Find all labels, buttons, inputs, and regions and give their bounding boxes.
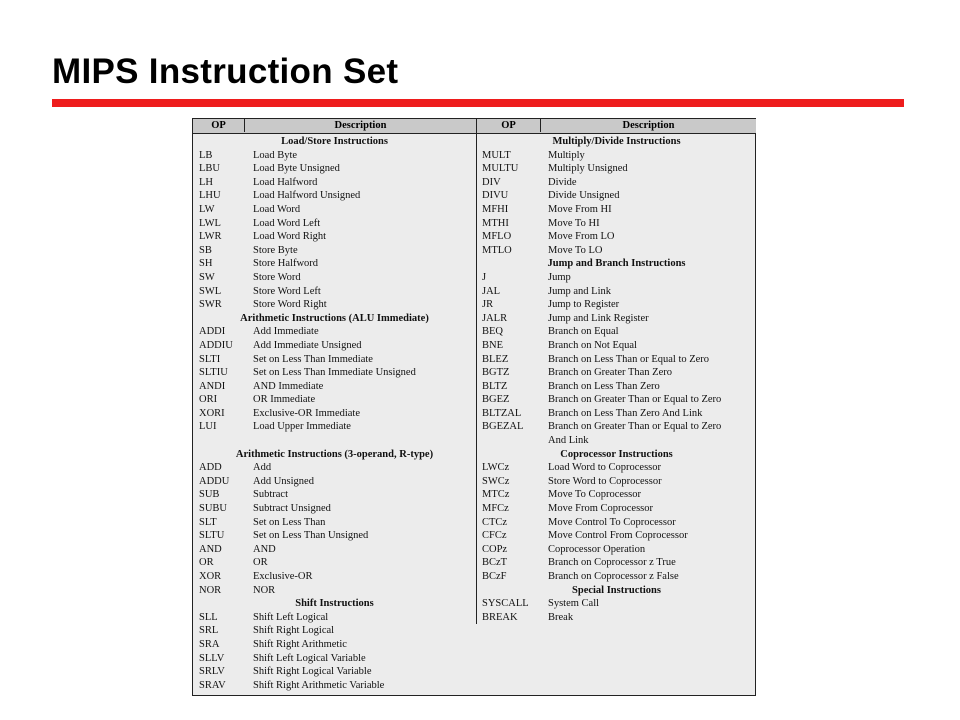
description: Shift Right Logical <box>253 625 335 637</box>
header-op: OP <box>477 119 541 132</box>
opcode: MTHI <box>482 217 509 229</box>
table-row <box>193 475 476 489</box>
description: Load Word to Coprocessor <box>548 462 661 474</box>
table-row <box>477 516 756 530</box>
description: Divide Unsigned <box>548 190 620 202</box>
opcode: ANDI <box>199 380 226 392</box>
opcode: SUB <box>199 489 220 501</box>
opcode: LHU <box>199 190 221 202</box>
description: OR Immediate <box>253 394 316 406</box>
opcode: SRAV <box>199 679 226 691</box>
opcode: SLL <box>199 611 218 623</box>
opcode: SLLV <box>199 652 225 664</box>
section-heading: Shift Instructions <box>295 598 374 610</box>
table-row <box>477 529 756 543</box>
description: Branch on Greater Than or Equal to Zero <box>548 421 722 433</box>
description: Set on Less Than Immediate <box>253 353 373 365</box>
description: Load Word <box>253 203 301 215</box>
description: Jump and Link <box>548 285 611 297</box>
description: Divide <box>548 176 577 188</box>
section-heading: Coprocessor Instructions <box>560 448 673 460</box>
description: Exclusive-OR Immediate <box>253 407 361 419</box>
instruction-table <box>192 118 756 696</box>
description: Branch on Not Equal <box>548 339 637 351</box>
table-row <box>193 203 476 217</box>
table-row <box>193 189 476 203</box>
description: Move Control From Coprocessor <box>548 530 688 542</box>
table-row <box>193 162 476 176</box>
table-row <box>477 420 756 434</box>
table-row <box>477 271 756 285</box>
opcode: BLTZ <box>482 380 508 392</box>
table-row <box>193 217 476 231</box>
opcode: MTCz <box>482 489 510 501</box>
opcode: MFCz <box>482 503 509 515</box>
description: Store Word Left <box>253 285 321 297</box>
description: Add Immediate <box>253 326 319 338</box>
table-row <box>193 380 476 394</box>
description: And Link <box>548 435 589 447</box>
description: Jump <box>548 271 571 283</box>
opcode: MFHI <box>482 203 509 215</box>
table-row <box>477 556 756 570</box>
description: Load Byte <box>253 149 298 161</box>
table-row <box>193 285 476 299</box>
table-row <box>193 257 476 271</box>
description: Add Immediate Unsigned <box>253 339 362 351</box>
table-row <box>477 244 756 258</box>
description: Shift Right Logical Variable <box>253 666 372 678</box>
description: Subtract Unsigned <box>253 503 331 515</box>
table-row <box>477 298 756 312</box>
table-row <box>477 366 756 380</box>
table-row <box>193 353 476 367</box>
opcode: NOR <box>199 584 222 596</box>
opcode: SLTU <box>199 530 225 542</box>
opcode: BGEZ <box>482 394 510 406</box>
opcode: COPz <box>482 543 508 555</box>
opcode: BCzF <box>482 571 507 582</box>
table-row <box>193 516 476 530</box>
opcode: SLTI <box>199 353 221 365</box>
description: Branch on Less Than Zero And Link <box>548 407 703 419</box>
table-row <box>193 339 476 353</box>
table-row <box>477 176 756 190</box>
description: Branch on Coprocessor z False <box>548 571 679 582</box>
table-row <box>193 502 476 516</box>
description: Store Word Right <box>253 299 327 311</box>
table-rows-right <box>477 134 756 624</box>
table-row <box>193 149 476 163</box>
description: Move From HI <box>548 203 612 215</box>
table-column-right <box>476 119 756 624</box>
opcode: MTLO <box>482 244 512 256</box>
table-row <box>193 638 476 652</box>
table-row <box>477 339 756 353</box>
table-row <box>477 353 756 367</box>
table-row <box>193 665 476 679</box>
opcode: BREAK <box>482 611 518 623</box>
table-row <box>193 244 476 258</box>
table-row <box>193 298 476 312</box>
opcode: LWR <box>199 231 222 243</box>
table-row <box>193 393 476 407</box>
table-row <box>193 488 476 502</box>
table-row <box>193 679 476 693</box>
description: Break <box>548 611 574 623</box>
description: Load Halfword <box>253 176 318 188</box>
opcode: LUI <box>199 421 217 433</box>
description: Shift Right Arithmetic <box>253 638 347 650</box>
opcode: OR <box>199 557 214 569</box>
description: Add <box>253 462 272 474</box>
section-heading: Load/Store Instructions <box>281 136 388 147</box>
description: Set on Less Than <box>253 516 326 528</box>
opcode: LH <box>199 176 213 188</box>
table-row <box>477 393 756 407</box>
table-row <box>193 624 476 638</box>
table-row <box>193 230 476 244</box>
description: Set on Less Than Immediate Unsigned <box>253 367 416 379</box>
opcode: JR <box>482 299 494 311</box>
table-row <box>477 325 756 339</box>
description: Subtract <box>253 489 288 501</box>
opcode: DIVU <box>482 190 509 202</box>
opcode: BLEZ <box>482 353 509 365</box>
table-row <box>193 529 476 543</box>
opcode: ORI <box>199 394 218 406</box>
table-row <box>477 407 756 421</box>
description: Multiply <box>548 149 585 161</box>
opcode: SRA <box>199 638 220 650</box>
table-row <box>193 366 476 380</box>
table-row <box>193 652 476 666</box>
table-row <box>193 420 476 434</box>
opcode: BGTZ <box>482 367 510 379</box>
description: Branch on Equal <box>548 326 619 338</box>
section-heading: Arithmetic Instructions (ALU Immediate) <box>240 312 429 324</box>
description: Store Word to Coprocessor <box>548 475 662 487</box>
table-row <box>477 285 756 299</box>
table-row <box>477 597 756 611</box>
table-row <box>193 271 476 285</box>
description: Move To LO <box>548 244 603 256</box>
opcode: ADDI <box>199 326 226 338</box>
description: Load Word Left <box>253 217 321 229</box>
opcode: SWR <box>199 299 222 311</box>
description: AND Immediate <box>253 380 324 392</box>
table-row <box>477 312 756 326</box>
opcode: SB <box>199 244 212 256</box>
description: AND <box>253 543 276 555</box>
section-heading: Jump and Branch Instructions <box>547 258 686 270</box>
opcode: ADDIU <box>199 339 233 351</box>
table-row <box>193 570 476 584</box>
table-row <box>193 176 476 190</box>
table-header-left <box>193 119 476 134</box>
opcode: BNE <box>482 339 503 351</box>
description: Load Word Right <box>253 231 327 243</box>
spacer-row <box>193 434 476 448</box>
description: Branch on Less Than Zero <box>548 380 660 392</box>
opcode: CFCz <box>482 530 507 542</box>
opcode: LW <box>199 203 215 215</box>
table-row <box>193 543 476 557</box>
description: Load Halfword Unsigned <box>253 190 361 202</box>
opcode: LB <box>199 149 213 161</box>
table-row <box>477 217 756 231</box>
opcode: SLTIU <box>199 367 228 379</box>
opcode: SRLV <box>199 666 225 678</box>
description: OR <box>253 557 268 569</box>
opcode: LWCz <box>482 462 510 474</box>
opcode: BGEZAL <box>482 421 524 433</box>
opcode: AND <box>199 543 222 555</box>
description: Branch on Less Than or Equal to Zero <box>548 353 710 365</box>
table-row <box>477 162 756 176</box>
opcode: J <box>482 271 487 283</box>
opcode: LBU <box>199 163 220 175</box>
description: Add Unsigned <box>253 475 314 487</box>
opcode: ADDU <box>199 475 230 487</box>
description: Multiply Unsigned <box>548 163 628 175</box>
opcode: MFLO <box>482 231 512 243</box>
table-column-left <box>193 119 476 692</box>
opcode: SH <box>199 258 213 270</box>
table-row <box>477 189 756 203</box>
table-rows-left <box>193 134 476 692</box>
opcode: SWL <box>199 285 222 297</box>
header-description: Description <box>622 120 675 131</box>
opcode: SUBU <box>199 503 228 515</box>
description: Shift Right Arithmetic Variable <box>253 679 385 691</box>
description: Jump to Register <box>548 299 620 311</box>
table-row <box>477 461 756 475</box>
table-row <box>477 149 756 163</box>
header-op: OP <box>193 119 245 132</box>
table-row <box>477 380 756 394</box>
opcode: BLTZAL <box>482 407 522 419</box>
description: Move From Coprocessor <box>548 503 653 515</box>
description: Load Byte Unsigned <box>253 163 340 175</box>
section-heading: Arithmetic Instructions (3-operand, R-type) <box>235 448 434 460</box>
table-row <box>193 325 476 339</box>
opcode: SYSCALL <box>482 598 529 610</box>
opcode: SWCz <box>482 475 510 487</box>
opcode: ADD <box>199 462 222 474</box>
table-row <box>477 611 756 625</box>
table-row <box>477 475 756 489</box>
table-header-right <box>477 119 756 134</box>
description: Shift Left Logical <box>253 611 329 623</box>
description: Move Control To Coprocessor <box>548 516 676 528</box>
opcode: BEQ <box>482 326 503 338</box>
table-row <box>477 230 756 244</box>
table-row <box>477 502 756 516</box>
section-heading: Special Instructions <box>572 584 661 596</box>
description: Store Halfword <box>253 258 319 270</box>
opcode: XOR <box>199 571 222 582</box>
description: Branch on Greater Than Zero <box>548 367 673 379</box>
description: Coprocessor Operation <box>548 543 646 555</box>
description: Branch on Coprocessor z True <box>548 557 676 569</box>
slide-title: MIPS Instruction Set <box>52 52 399 91</box>
opcode: SLT <box>199 516 217 528</box>
table-row <box>477 434 756 448</box>
table-row <box>477 570 756 584</box>
description: Store Word <box>253 271 301 283</box>
opcode: XORI <box>199 407 225 419</box>
description: Jump and Link Register <box>548 312 649 324</box>
opcode: BCzT <box>482 557 508 569</box>
description: Load Upper Immediate <box>253 421 351 433</box>
description: Branch on Greater Than or Equal to Zero <box>548 394 722 406</box>
opcode: DIV <box>482 176 501 188</box>
description: Move To HI <box>548 217 600 229</box>
section-heading: Multiply/Divide Instructions <box>552 136 681 147</box>
opcode: JAL <box>482 285 501 297</box>
description: NOR <box>253 584 276 596</box>
opcode: SW <box>199 271 215 283</box>
opcode: JALR <box>482 312 508 324</box>
description: Store Byte <box>253 244 298 256</box>
opcode: CTCz <box>482 516 508 528</box>
table-row <box>477 488 756 502</box>
table-row <box>477 203 756 217</box>
description: Exclusive-OR <box>253 571 313 582</box>
opcode: LWL <box>199 217 221 229</box>
description: Move From LO <box>548 231 615 243</box>
table-row <box>193 556 476 570</box>
description: Shift Left Logical Variable <box>253 652 366 664</box>
description: System Call <box>548 598 600 610</box>
description: Set on Less Than Unsigned <box>253 530 369 542</box>
title-underline-rule <box>52 99 904 107</box>
opcode: SRL <box>199 625 219 637</box>
header-description: Description <box>334 120 387 131</box>
table-row <box>193 407 476 421</box>
description: Move To Coprocessor <box>548 489 641 501</box>
opcode: MULTU <box>482 163 519 175</box>
table-row <box>477 543 756 557</box>
table-row <box>193 461 476 475</box>
table-row <box>193 611 476 625</box>
table-row <box>193 584 476 598</box>
opcode: MULT <box>482 149 511 161</box>
